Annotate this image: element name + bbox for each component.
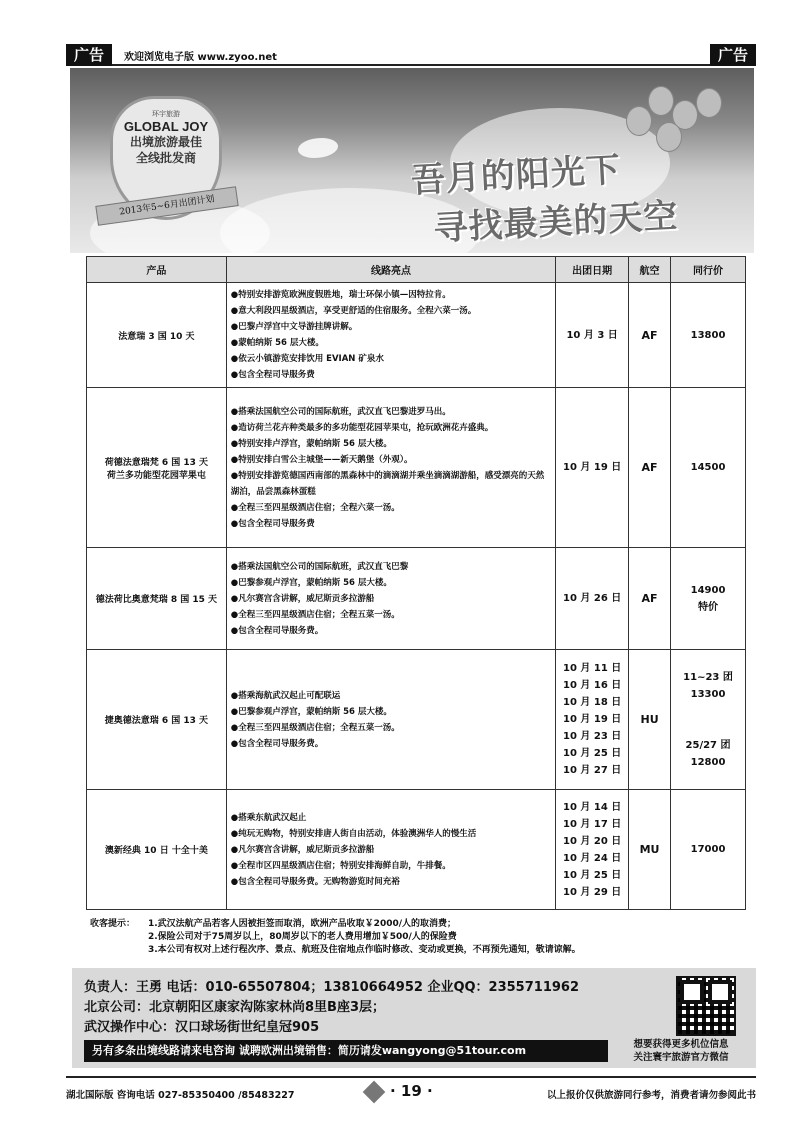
highlight-item: ● 特别安排游览欧洲度假胜地，瑞士环保小镇—因特拉肯。 bbox=[231, 287, 551, 303]
trade-price: 13800 bbox=[671, 283, 746, 388]
highlight-item: ● 包含全程司导服务费 bbox=[231, 367, 551, 383]
highlight-item: ● 包含全程司导服务费 bbox=[231, 516, 551, 532]
route-highlights bbox=[226, 283, 555, 388]
route-highlights bbox=[226, 388, 555, 548]
page-footer bbox=[66, 1076, 756, 1106]
qr-code-icon bbox=[676, 976, 736, 1036]
headline-line2: 寻找最美的天空 bbox=[432, 196, 680, 249]
highlight-item: ● 全程三至四星级酒店住宿；全程五菜一汤。 bbox=[231, 607, 551, 623]
header-date: 出团日期 bbox=[556, 257, 629, 283]
table-row bbox=[87, 283, 746, 388]
highlight-item: ● 全程三至四星级酒店住宿；全程六菜一汤。 bbox=[231, 500, 551, 516]
contact-person-line: 负责人：王勇 电话：010-65507804；13810664952 企业QQ：2355711962 bbox=[84, 980, 580, 995]
trade-price: 14500 bbox=[671, 388, 746, 548]
highlight-item: ● 特别安排游览德国西南部的黑森林中的滴滴湖并乘坐滴滴湖游船，感受漂亮的天然湖泊，品尝黑森林蛋糕 bbox=[231, 468, 551, 500]
table-row bbox=[87, 650, 746, 790]
wuhan-address: 武汉操作中心：汉口球场街世纪皇冠905 bbox=[84, 1020, 320, 1035]
trade-price: 11~23 团 13300 25/27 团 12800 bbox=[671, 650, 746, 790]
logo-slogan-line2: 全线批发商 bbox=[135, 151, 196, 165]
schedule-ribbon: 2013年5~6月出团计划 bbox=[95, 186, 238, 226]
footer-edition: 湖北国际版 咨询电话 027-85350400 /85483227 bbox=[66, 1090, 295, 1101]
hero-banner bbox=[70, 68, 754, 253]
note-item: 3.本公司有权对上述行程次序、景点、航班及住宿地点作临时修改、变动或更换，不再预先通知，敬请谅解。 bbox=[148, 945, 581, 955]
contact-panel bbox=[72, 968, 756, 1068]
footer-disclaimer: 以上报价仅供旅游同行参考，消费者请勿参阅此书 bbox=[546, 1090, 756, 1101]
highlight-item: ● 纯玩无购物，特别安排唐人街自由活动，体验澳洲华人的慢生活 bbox=[231, 826, 551, 842]
highlight-item: ● 搭乘法国航空公司的国际航班，武汉直飞巴黎 bbox=[231, 559, 551, 575]
product-name: 法意瑞 3 国 10 天 bbox=[87, 283, 227, 388]
product-name: 澳新经典 10 日 十全十美 bbox=[87, 790, 227, 910]
header-highlights: 线路亮点 bbox=[226, 257, 555, 283]
airline-code: AF bbox=[629, 283, 671, 388]
highlight-item: ● 特别安排卢浮宫，蒙帕纳斯 56 层大楼。 bbox=[231, 436, 551, 452]
route-highlights bbox=[226, 548, 555, 650]
airline-code: HU bbox=[629, 650, 671, 790]
highlight-item: ● 巴黎卢浮宫中文导游挂牌讲解。 bbox=[231, 319, 551, 335]
note-item: 1.武汉法航产品若客人因被拒签而取消，欧洲产品收取￥2000/人的取消费； bbox=[148, 919, 457, 929]
note-item: 2.保险公司对于75周岁以上，80周岁以下的老人费用增加￥500/人的保险费 bbox=[148, 932, 457, 942]
logo-brand-text: GLOBAL JOY bbox=[123, 119, 209, 134]
wechat-line1: 想要获得更多机位信息 bbox=[633, 1039, 729, 1050]
departure-dates: 10 月 14 日 10 月 17 日 10 月 20 日 10 月 24 日 10 月 25 日 10 月 29 日 bbox=[556, 790, 629, 910]
highlight-item: ● 巴黎参观卢浮宫，蒙帕纳斯 56 层大楼。 bbox=[231, 704, 551, 720]
highlight-item: ● 凡尔赛宫含讲解，威尼斯贡多拉游船 bbox=[231, 842, 551, 858]
table-header-row bbox=[87, 257, 746, 283]
tour-table bbox=[86, 256, 746, 910]
page-number: · 19 · bbox=[366, 1082, 433, 1100]
highlight-item: ● 特别安排白雪公主城堡——新天鹅堡（外观）。 bbox=[231, 452, 551, 468]
welcome-text: 欢迎浏览电子版 www.zyoo.net bbox=[124, 52, 277, 63]
logo-small-text: 环宇旅游 bbox=[152, 110, 180, 118]
logo-slogan-line1: 出境旅游最佳 bbox=[129, 135, 202, 149]
top-header-bar bbox=[66, 44, 756, 66]
header-price: 同行价 bbox=[671, 257, 746, 283]
notes-label: 收客提示： bbox=[90, 919, 136, 929]
highlight-item: ● 搭乘东航武汉起止 bbox=[231, 810, 551, 826]
route-highlights bbox=[226, 790, 555, 910]
trade-price: 14900 特价 bbox=[671, 548, 746, 650]
airline-code: MU bbox=[629, 790, 671, 910]
balloons-icon bbox=[626, 86, 726, 166]
highlight-item: ● 包含全程司导服务费。 bbox=[231, 623, 551, 639]
table-row bbox=[87, 388, 746, 548]
highlight-item: ● 搭乘海航武汉起止可配联运 bbox=[231, 688, 551, 704]
recruit-banner: 另有多条出境线路请来电咨询 诚聘欧洲出境销售：简历请发wangyong@51tour.com bbox=[84, 1040, 608, 1062]
wechat-promo bbox=[616, 1038, 746, 1064]
highlight-item: ● 凡尔赛宫含讲解，威尼斯贡多拉游船 bbox=[231, 591, 551, 607]
departure-dates: 10 月 11 日 10 月 16 日 10 月 18 日 10 月 19 日 10 月 23 日 10 月 25 日 10 月 27 日 bbox=[556, 650, 629, 790]
diamond-icon bbox=[363, 1080, 386, 1103]
trade-price: 17000 bbox=[671, 790, 746, 910]
departure-dates: 10 月 19 日 bbox=[556, 388, 629, 548]
header-airline: 航空 bbox=[629, 257, 671, 283]
page-number-value: 19 bbox=[400, 1082, 422, 1100]
departure-dates: 10 月 3 日 bbox=[556, 283, 629, 388]
product-name: 捷奥德法意瑞 6 国 13 天 bbox=[87, 650, 227, 790]
route-highlights bbox=[226, 650, 555, 790]
highlight-item: ● 依云小镇游览安排饮用 EVIAN 矿泉水 bbox=[231, 351, 551, 367]
highlight-item: ● 蒙帕纳斯 56 层大楼。 bbox=[231, 335, 551, 351]
wechat-line2: 关注寰宇旅游官方微信 bbox=[633, 1052, 729, 1063]
header-product: 产品 bbox=[87, 257, 227, 283]
table-row bbox=[87, 790, 746, 910]
highlight-item: ● 巴黎参观卢浮宫，蒙帕纳斯 56 层大楼。 bbox=[231, 575, 551, 591]
highlight-item: ● 包含全程司导服务费。无购物游览时间充裕 bbox=[231, 874, 551, 890]
highlight-item: ● 搭乘法国航空公司的国际航班，武汉直飞巴黎进罗马出。 bbox=[231, 404, 551, 420]
product-name: 德法荷比奥意梵瑞 8 国 15 天 bbox=[87, 548, 227, 650]
airline-code: AF bbox=[629, 388, 671, 548]
highlight-item: ● 全程三至四星级酒店住宿；全程五菜一汤。 bbox=[231, 720, 551, 736]
ad-label-right: 广告 bbox=[710, 44, 756, 66]
highlight-item: ● 造访荷兰花卉种类最多的多功能型花园苹果屯，抢玩欧洲花卉盛典。 bbox=[231, 420, 551, 436]
booking-notes bbox=[90, 918, 750, 957]
airline-code: AF bbox=[629, 548, 671, 650]
ad-label-left: 广告 bbox=[66, 44, 112, 66]
departure-dates: 10 月 26 日 bbox=[556, 548, 629, 650]
highlight-item: ● 意大利段四星级酒店，享受更舒适的住宿服务。全程六菜一汤。 bbox=[231, 303, 551, 319]
headline-line1: 吾月的阳光下 bbox=[410, 150, 622, 201]
product-name: 荷德法意瑞梵 6 国 13 天 荷兰多功能型花园苹果屯 bbox=[87, 388, 227, 548]
beijing-address: 北京公司：北京朝阳区康家沟陈家林尚8里B座3层； bbox=[84, 1000, 385, 1015]
table-row bbox=[87, 548, 746, 650]
dove-icon bbox=[298, 138, 338, 158]
highlight-item: ● 全程市区四星级酒店住宿；特别安排海鲜自助，牛排餐。 bbox=[231, 858, 551, 874]
highlight-item: ● 包含全程司导服务费。 bbox=[231, 736, 551, 752]
